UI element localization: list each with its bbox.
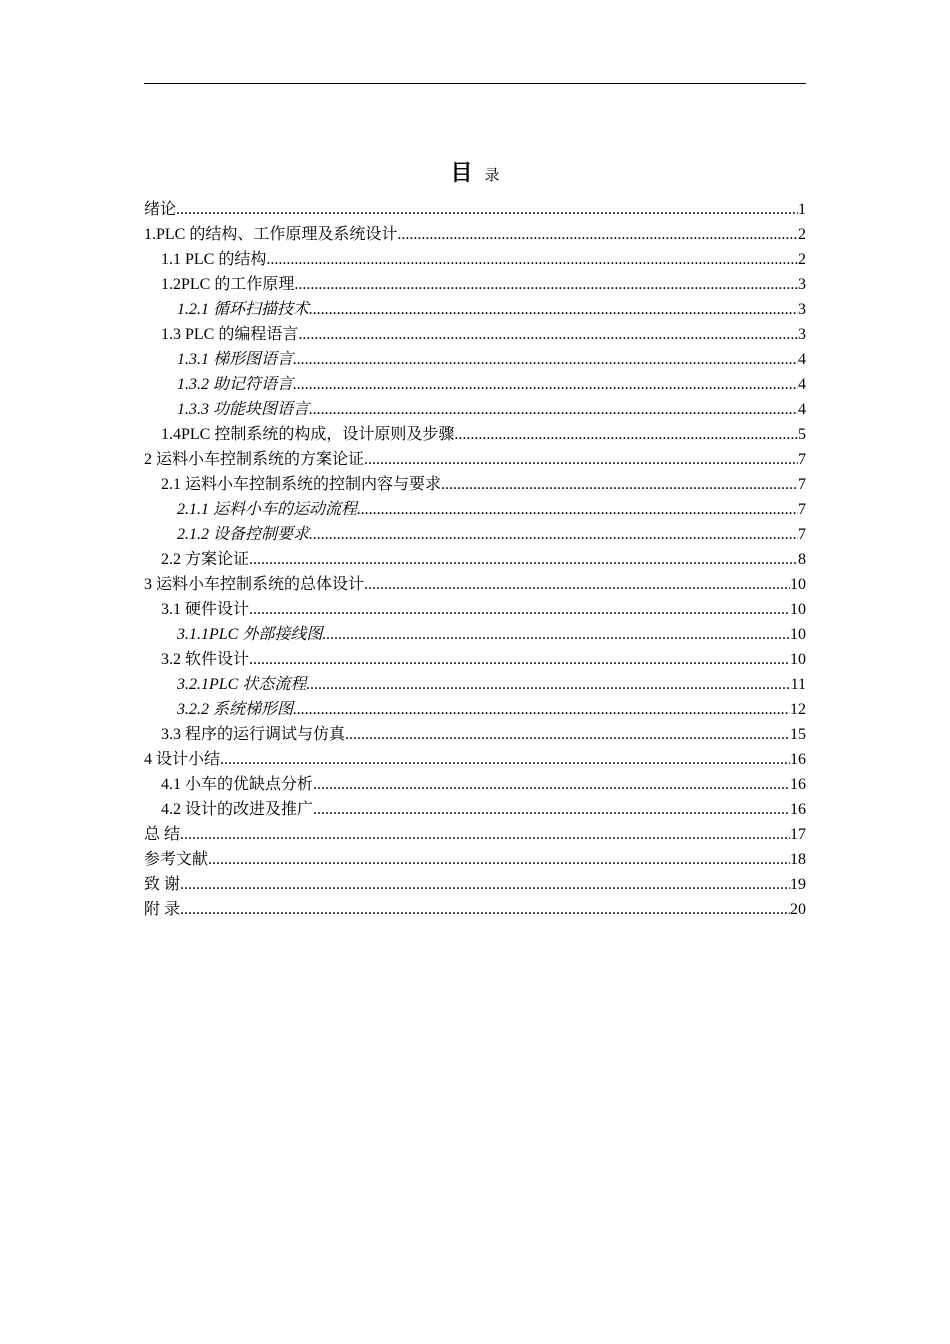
toc-entry-label: 3 运料小车控制系统的总体设计	[144, 576, 365, 593]
toc-entry-page: 16	[790, 801, 806, 818]
toc-entry-label: 3.1 硬件设计	[161, 601, 250, 618]
toc-leader-dots	[180, 872, 790, 897]
toc-entry-page: 15	[790, 726, 806, 743]
toc-leader-dots	[364, 447, 798, 472]
toc-entry-page: 10	[790, 651, 806, 668]
toc-entry-page: 7	[798, 451, 806, 468]
toc-entry-page: 19	[790, 876, 806, 893]
toc-title-main: 目	[450, 161, 473, 186]
toc-entry[interactable]	[144, 347, 806, 372]
toc-entry[interactable]	[144, 197, 806, 222]
toc-leader-dots	[309, 522, 798, 547]
toc-entry-label: 1.2PLC 的工作原理	[161, 276, 295, 293]
toc-entry-label: 总 结	[144, 826, 181, 843]
toc-entry[interactable]	[144, 222, 806, 247]
toc-entry-page: 16	[790, 776, 806, 793]
toc-entry-page: 2	[798, 251, 806, 268]
toc-entry[interactable]	[144, 872, 806, 897]
toc-leader-dots	[441, 472, 798, 497]
toc-entry-label: 参考文献	[144, 851, 209, 868]
toc-leader-dots	[208, 847, 790, 872]
toc-entry-page: 12	[790, 701, 806, 718]
toc-leader-dots	[266, 247, 798, 272]
toc-entry-page: 11	[790, 676, 806, 693]
toc-entry-label: 2.1.1 运料小车的运动流程	[177, 501, 358, 518]
toc-entry-label: 2.2 方案论证	[161, 551, 250, 568]
toc-entry-label: 2.1.2 设备控制要求	[177, 526, 310, 543]
toc-entry-page: 4	[798, 401, 806, 418]
toc-entry-label: 4 设计小结	[144, 751, 221, 768]
toc-leader-dots	[345, 722, 790, 747]
toc-entry-page: 18	[790, 851, 806, 868]
toc-leader-dots	[249, 547, 798, 572]
toc-entry[interactable]	[144, 522, 806, 547]
toc-entry-page: 2	[798, 226, 806, 243]
toc-entry-page: 3	[798, 301, 806, 318]
toc-entry[interactable]	[144, 272, 806, 297]
toc-entry[interactable]	[144, 722, 806, 747]
toc-entry-label: 1.3 PLC 的编程语言	[161, 326, 299, 343]
toc-entry[interactable]	[144, 597, 806, 622]
toc-leader-dots	[249, 597, 790, 622]
toc-entry[interactable]	[144, 772, 806, 797]
toc-entry-label: 3.2 软件设计	[161, 651, 250, 668]
toc-entry-page: 20	[790, 901, 806, 918]
toc-entry-label: 2.1 运料小车控制系统的控制内容与要求	[161, 476, 442, 493]
toc-entry-page: 16	[790, 751, 806, 768]
toc-entry-label: 1.PLC 的结构、工作原理及系统设计	[144, 226, 398, 243]
toc-entry-label: 1.3.3 功能块图语言	[177, 401, 310, 418]
toc-entry-page: 10	[790, 626, 806, 643]
toc-entry[interactable]	[144, 897, 806, 922]
toc-entry-label: 4.1 小车的优缺点分析	[161, 776, 314, 793]
toc-entry[interactable]	[144, 547, 806, 572]
toc-entry[interactable]	[144, 397, 806, 422]
toc-leader-dots	[397, 222, 798, 247]
toc-entry[interactable]	[144, 797, 806, 822]
toc-entry-label: 3.2.1PLC 状态流程	[177, 676, 307, 693]
toc-entry-page: 10	[790, 576, 806, 593]
toc-entry[interactable]	[144, 247, 806, 272]
toc-entry[interactable]	[144, 447, 806, 472]
toc-entry[interactable]	[144, 697, 806, 722]
toc-leader-dots	[322, 622, 790, 647]
toc-leader-dots	[249, 647, 790, 672]
toc-entry-label: 3.3 程序的运行调试与仿真	[161, 726, 346, 743]
toc-leader-dots	[313, 772, 790, 797]
table-of-contents	[144, 197, 806, 922]
toc-entry[interactable]	[144, 297, 806, 322]
toc-leader-dots	[180, 822, 790, 847]
toc-leader-dots	[298, 322, 798, 347]
toc-entry-label: 致 谢	[144, 876, 181, 893]
toc-leader-dots	[309, 397, 798, 422]
toc-entry-page: 4	[798, 351, 806, 368]
toc-entry[interactable]	[144, 422, 806, 447]
toc-entry[interactable]	[144, 647, 806, 672]
toc-entry-page: 7	[798, 476, 806, 493]
toc-entry-label: 1.1 PLC 的结构	[161, 251, 267, 268]
header-rule	[144, 83, 806, 84]
toc-entry[interactable]	[144, 672, 806, 697]
toc-entry-page: 8	[798, 551, 806, 568]
toc-leader-dots	[293, 372, 798, 397]
toc-entry-page: 1	[798, 201, 806, 218]
toc-leader-dots	[220, 747, 790, 772]
toc-title	[0, 160, 950, 190]
toc-entry-page: 3	[798, 326, 806, 343]
toc-entry-label: 3.1.1PLC 外部接线图	[177, 626, 323, 643]
toc-entry-page: 7	[798, 501, 806, 518]
toc-leader-dots	[454, 422, 798, 447]
toc-entry-label: 附 录	[144, 901, 181, 918]
toc-entry-label: 2 运料小车控制系统的方案论证	[144, 451, 365, 468]
toc-leader-dots	[293, 347, 798, 372]
toc-entry-label: 1.3.2 助记符语言	[177, 376, 294, 393]
toc-entry-page: 3	[798, 276, 806, 293]
toc-entry-label: 4.2 设计的改进及推广	[161, 801, 314, 818]
toc-leader-dots	[313, 797, 790, 822]
toc-entry-label: 1.4PLC 控制系统的构成，设计原则及步骤	[161, 426, 455, 443]
toc-leader-dots	[364, 572, 790, 597]
toc-leader-dots	[294, 272, 798, 297]
toc-leader-dots	[180, 897, 790, 922]
toc-entry[interactable]	[144, 322, 806, 347]
toc-entry[interactable]	[144, 472, 806, 497]
toc-leader-dots	[293, 697, 790, 722]
toc-entry-page: 7	[798, 526, 806, 543]
toc-entry[interactable]	[144, 822, 806, 847]
toc-entry[interactable]	[144, 622, 806, 647]
toc-entry[interactable]	[144, 747, 806, 772]
toc-leader-dots	[176, 197, 798, 222]
toc-entry-label: 1.2.1 循环扫描技术	[177, 301, 310, 318]
toc-leader-dots	[306, 672, 790, 697]
toc-entry-page: 5	[798, 426, 806, 443]
toc-title-sub: 录	[484, 168, 500, 184]
toc-entry[interactable]	[144, 497, 806, 522]
toc-entry-label: 1.3.1 梯形图语言	[177, 351, 294, 368]
toc-entry-page: 10	[790, 601, 806, 618]
toc-entry-page: 4	[798, 376, 806, 393]
toc-entry-page: 17	[790, 826, 806, 843]
toc-entry[interactable]	[144, 572, 806, 597]
toc-entry[interactable]	[144, 372, 806, 397]
toc-leader-dots	[309, 297, 798, 322]
toc-entry-label: 3.2.2 系统梯形图	[177, 701, 294, 718]
toc-leader-dots	[357, 497, 798, 522]
toc-entry[interactable]	[144, 847, 806, 872]
toc-entry-label: 绪论	[144, 201, 177, 218]
